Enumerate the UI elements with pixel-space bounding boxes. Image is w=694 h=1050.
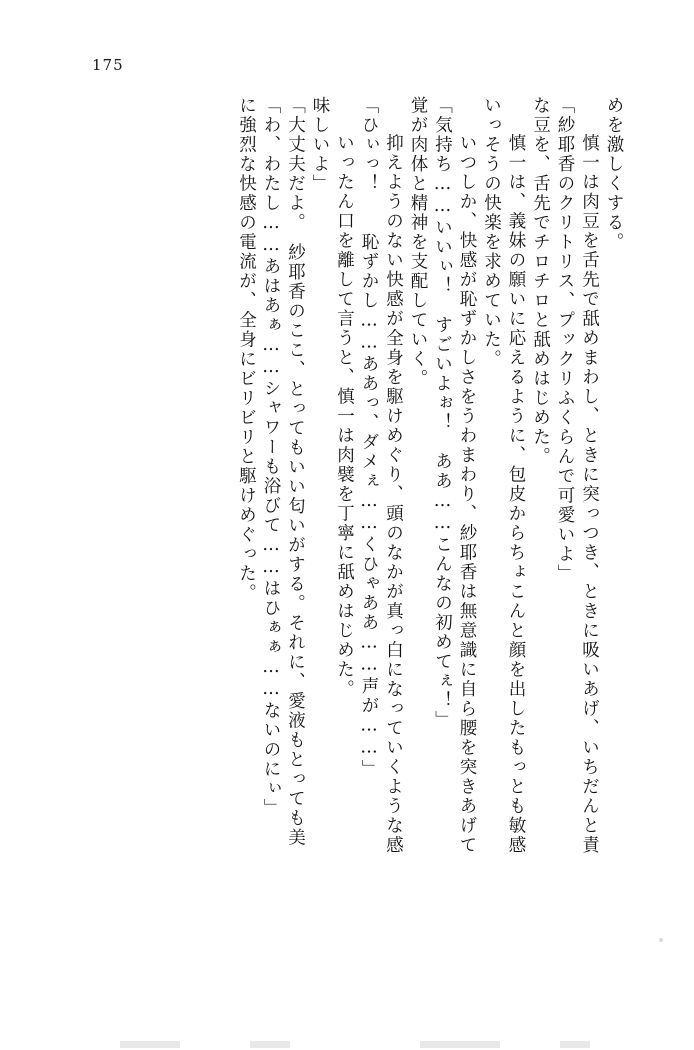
text-column: 味しいよ」 — [310, 96, 330, 194]
print-artifact — [250, 1041, 290, 1048]
text-column: な豆を、舌先でチロチロと舐めはじめた。 — [530, 96, 551, 467]
text-column: 「わ、わたし……あはあぁ……シャワーも浴びて……はひぁぁ……ないのにぃ」 — [261, 96, 281, 818]
text-column: 「気持ち……いいぃ！ すごいよぉ！ ああ……こんなの初めてぇ！」 — [432, 96, 453, 730]
page-number: 175 — [92, 56, 124, 74]
print-artifact — [560, 1041, 590, 1048]
vertical-text-body — [230, 96, 622, 976]
text-column: 慎一は、義妹の願いに応えるように、包皮からちょこんと顔を出したもっとも敏感 — [506, 114, 526, 855]
text-column: いつしか、快感が恥ずかしさをうわまわり、紗耶香は無意識に自ら腰を突きあげて — [457, 114, 477, 855]
text-column: に強烈な快感の電流が、全身にビリビリと駆けめぐった。 — [236, 96, 257, 603]
text-column: 慎一は肉豆を舌先で舐めまわし、ときに突っつき、ときに吸いあげ、いちだんと責 — [579, 114, 600, 855]
page-bottom-edge — [0, 1036, 694, 1050]
text-column: いっそうの快楽を求めていた。 — [481, 96, 502, 369]
text-column: 抑えようのない快感が全身を駆けめぐり、頭のなかが真っ白になっていくような感 — [383, 114, 404, 855]
print-speck — [659, 938, 663, 942]
text-column: いったん口を離して言うと、慎一は肉襞を丁寧に舐めはじめた。 — [334, 114, 355, 699]
print-artifact — [420, 1041, 500, 1048]
text-column: 「紗耶香のクリトリス、プックリふくらんで可愛いよ」 — [555, 96, 575, 584]
text-column: 覚が肉体と精神を支配していく。 — [408, 96, 428, 389]
text-column: 「大丈夫だよ。 紗耶香のここ、とってもいい匂いがする。それに、愛液もとっても美 — [285, 96, 306, 848]
print-artifact — [120, 1041, 180, 1048]
text-column: めを激しくする。 — [604, 96, 624, 252]
text-column: 「ひぃっ！ 恥ずかし……ああっ、ダメぇ……くひゃああ……声が……」 — [359, 96, 379, 779]
